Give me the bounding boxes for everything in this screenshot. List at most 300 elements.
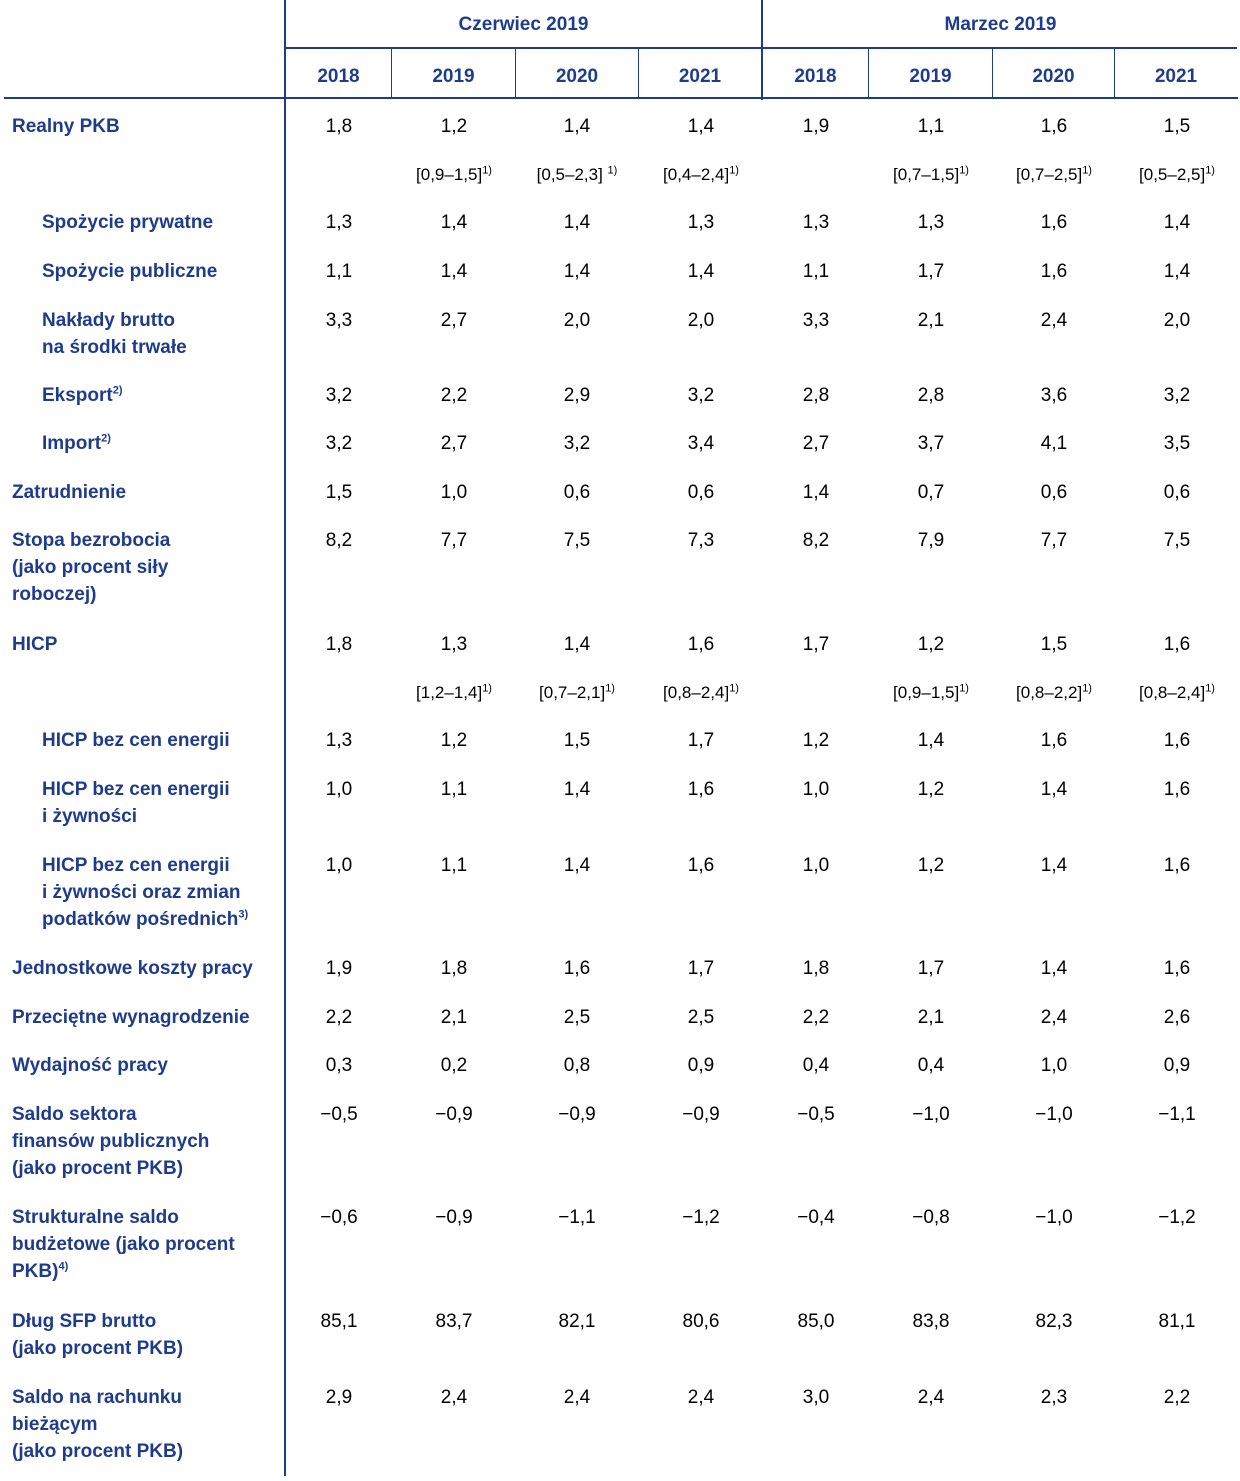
- cell-value: 1,4: [563, 855, 591, 876]
- value-cell: [756, 1308, 876, 1335]
- cell-value: −0,9: [682, 1104, 720, 1125]
- value-cell: [279, 1052, 399, 1079]
- cell-value: 1,3: [325, 212, 353, 233]
- cell-value: 2,1: [917, 1007, 945, 1028]
- value-cell: [994, 852, 1114, 879]
- row-label-text: Nakłady brutto na środki trwałe: [42, 310, 187, 358]
- row-label: [12, 1052, 168, 1079]
- cell-value: 1,1: [917, 116, 945, 137]
- footnote-marker: 1): [482, 682, 492, 695]
- value-cell: [641, 631, 761, 658]
- cell-value: 1,4: [1040, 855, 1068, 876]
- row-label: [42, 852, 248, 933]
- value-cell: [994, 631, 1114, 658]
- value-cell: [279, 430, 399, 457]
- cell-value: 1,4: [1163, 212, 1191, 233]
- cell-value: 2,6: [1163, 1007, 1191, 1028]
- cell-value: 1,0: [440, 482, 468, 503]
- cell-value: 82,3: [1035, 1311, 1073, 1332]
- row-label: [12, 527, 170, 608]
- cell-value: −1,0: [912, 1104, 950, 1125]
- row-label: [42, 430, 111, 457]
- value-cell: [1117, 1004, 1237, 1031]
- cell-value: 3,2: [563, 433, 591, 454]
- value-cell: [517, 955, 637, 982]
- cell-value: 7,9: [917, 530, 945, 551]
- value-cell: [394, 1308, 514, 1335]
- value-cell: [517, 1101, 637, 1128]
- value-cell: [279, 1204, 399, 1231]
- cell-value: 3,2: [1163, 385, 1191, 406]
- cell-value: 1,9: [802, 116, 830, 137]
- cell-value: 1,4: [563, 212, 591, 233]
- value-cell: [994, 430, 1114, 457]
- value-cell: [756, 1101, 876, 1128]
- cell-value: 3,0: [802, 1387, 830, 1408]
- value-cell: [994, 382, 1114, 409]
- value-cell: [994, 1101, 1114, 1128]
- year-header: 2018: [794, 66, 837, 87]
- cell-value: 1,6: [687, 779, 715, 800]
- row-label-text: Strukturalne saldo budżetowe (jako procent PKB): [12, 1207, 235, 1282]
- cell-value: 1,6: [687, 855, 715, 876]
- value-cell: [279, 527, 399, 554]
- footnote-marker: 1): [729, 164, 739, 177]
- cell-value: 1,2: [440, 730, 468, 751]
- value-cell: [394, 1101, 514, 1128]
- cell-value: 2,4: [563, 1387, 591, 1408]
- cell-value: 1,4: [1040, 779, 1068, 800]
- value-cell: [394, 727, 514, 754]
- cell-value: 1,6: [563, 958, 591, 979]
- value-cell: [756, 382, 876, 409]
- cell-value: 2,0: [1163, 310, 1191, 331]
- value-cell: [641, 776, 761, 803]
- value-cell: [1117, 1204, 1237, 1231]
- row-label-text: HICP: [12, 634, 58, 655]
- cell-value: 1,1: [440, 855, 468, 876]
- cell-value: 7,5: [1163, 530, 1191, 551]
- value-cell: [517, 382, 637, 409]
- value-cell: [641, 527, 761, 554]
- value-cell: [994, 479, 1114, 506]
- cell-value: 7,7: [440, 530, 468, 551]
- value-cell: [756, 1052, 876, 1079]
- value-cell: [994, 113, 1114, 140]
- value-cell: [641, 209, 761, 236]
- cell-value: 3,6: [1040, 385, 1068, 406]
- value-cell: [279, 1101, 399, 1128]
- value-cell: [517, 209, 637, 236]
- value-cell: [517, 776, 637, 803]
- row-label: [12, 1308, 183, 1362]
- cell-value: 80,6: [682, 1311, 720, 1332]
- range-cell: [871, 161, 991, 188]
- cell-value: 0,9: [687, 1055, 715, 1076]
- value-cell: [871, 479, 991, 506]
- value-cell: [994, 776, 1114, 803]
- value-cell: [641, 382, 761, 409]
- row-label-text: Spożycie prywatne: [42, 212, 214, 233]
- value-cell: [279, 209, 399, 236]
- value-cell: [994, 307, 1114, 334]
- value-cell: [1117, 527, 1237, 554]
- footnote-marker: 3): [238, 908, 249, 921]
- cell-value: 1,6: [1040, 212, 1068, 233]
- cell-value: [0,5–2,3]: [536, 165, 608, 184]
- cell-value: −0,9: [435, 1207, 473, 1228]
- year-header: 2020: [555, 66, 599, 87]
- cell-value: 0,9: [1163, 1055, 1191, 1076]
- cell-value: −1,2: [682, 1207, 720, 1228]
- range-cell: [994, 161, 1114, 188]
- cell-value: 1,0: [325, 779, 353, 800]
- footnote-marker: 1): [729, 682, 739, 695]
- value-cell: [517, 1004, 637, 1031]
- year-header: 2021: [1154, 66, 1198, 87]
- value-cell: [756, 430, 876, 457]
- cell-value: 83,7: [435, 1311, 473, 1332]
- value-cell: [1117, 852, 1237, 879]
- cell-value: 2,4: [917, 1387, 945, 1408]
- row-label: [42, 258, 217, 285]
- value-cell: [394, 258, 514, 285]
- cell-value: [0,7–2,5]: [1016, 165, 1083, 184]
- value-cell: [279, 1384, 399, 1411]
- value-cell: [394, 955, 514, 982]
- cell-value: 1,4: [440, 261, 468, 282]
- cell-value: 0,4: [917, 1055, 945, 1076]
- row-label: [12, 955, 253, 982]
- value-cell: [871, 113, 991, 140]
- group-header-june: Czerwiec 2019: [458, 14, 589, 35]
- year-header: 2018: [317, 66, 360, 87]
- row-label: [42, 776, 230, 830]
- cell-value: 1,0: [1040, 1055, 1068, 1076]
- cell-value: 1,1: [325, 261, 353, 282]
- range-cell: [394, 161, 514, 188]
- value-cell: [994, 258, 1114, 285]
- value-cell: [756, 479, 876, 506]
- row-label-text: Eksport: [42, 385, 113, 406]
- value-cell: [756, 258, 876, 285]
- value-cell: [641, 1384, 761, 1411]
- value-cell: [871, 1384, 991, 1411]
- cell-value: 0,6: [563, 482, 591, 503]
- cell-value: [1,2–1,4]: [416, 683, 483, 702]
- cell-value: 1,2: [440, 116, 468, 137]
- value-cell: [279, 776, 399, 803]
- value-cell: [394, 113, 514, 140]
- footnote-marker: 1): [482, 164, 492, 177]
- cell-value: 1,3: [802, 212, 830, 233]
- row-label-text: Zatrudnienie: [12, 482, 127, 503]
- row-label-text: HICP bez cen energii i żywności: [42, 779, 230, 827]
- value-cell: [1117, 382, 1237, 409]
- cell-value: −1,2: [1158, 1207, 1196, 1228]
- footnote-marker: 1): [1205, 682, 1215, 695]
- value-cell: [517, 430, 637, 457]
- range-cell: [1117, 161, 1237, 188]
- cell-value: 1,7: [917, 958, 945, 979]
- value-cell: [1117, 727, 1237, 754]
- cell-value: 3,3: [802, 310, 830, 331]
- cell-value: 1,3: [325, 730, 353, 751]
- cell-value: −0,6: [320, 1207, 358, 1228]
- cell-value: 1,4: [563, 779, 591, 800]
- divider-group-header: [285, 47, 1237, 49]
- value-cell: [517, 1052, 637, 1079]
- cell-value: 85,0: [797, 1311, 835, 1332]
- year-header: 2020: [1032, 66, 1075, 87]
- cell-value: 3,2: [687, 385, 715, 406]
- cell-value: 1,6: [1163, 855, 1191, 876]
- value-cell: [871, 382, 991, 409]
- row-label: [42, 307, 187, 361]
- value-cell: [1117, 307, 1237, 334]
- row-label: [12, 1204, 235, 1285]
- cell-value: [0,5–2,5]: [1139, 165, 1206, 184]
- cell-value: 7,5: [563, 530, 591, 551]
- cell-value: 2,8: [802, 385, 830, 406]
- value-cell: [279, 113, 399, 140]
- footnote-marker: 1): [605, 682, 615, 695]
- cell-value: 85,1: [320, 1311, 358, 1332]
- value-cell: [994, 1052, 1114, 1079]
- row-label: [12, 479, 126, 506]
- footnote-marker: 2): [101, 432, 111, 445]
- value-cell: [641, 1004, 761, 1031]
- cell-value: −1,1: [558, 1207, 596, 1228]
- value-cell: [871, 852, 991, 879]
- cell-value: 7,3: [687, 530, 715, 551]
- cell-value: 81,1: [1158, 1311, 1196, 1332]
- value-cell: [517, 113, 637, 140]
- cell-value: 2,5: [687, 1007, 715, 1028]
- cell-value: 1,6: [1163, 779, 1191, 800]
- cell-value: 2,1: [917, 310, 945, 331]
- cell-value: 1,7: [917, 261, 945, 282]
- value-cell: [394, 527, 514, 554]
- cell-value: 1,4: [440, 212, 468, 233]
- cell-value: 1,6: [1163, 958, 1191, 979]
- cell-value: [0,9–1,5]: [893, 683, 960, 702]
- cell-value: 1,4: [687, 116, 715, 137]
- cell-value: 3,5: [1163, 433, 1191, 454]
- cell-value: 1,6: [1040, 730, 1068, 751]
- value-cell: [871, 1004, 991, 1031]
- cell-value: 8,2: [325, 530, 353, 551]
- cell-value: 0,6: [1040, 482, 1068, 503]
- value-cell: [871, 258, 991, 285]
- value-cell: [756, 527, 876, 554]
- range-cell: [517, 679, 637, 706]
- cell-value: 1,2: [802, 730, 830, 751]
- value-cell: [517, 258, 637, 285]
- value-cell: [756, 776, 876, 803]
- value-cell: [756, 307, 876, 334]
- cell-value: 1,9: [325, 958, 353, 979]
- value-cell: [1117, 1101, 1237, 1128]
- value-cell: [756, 631, 876, 658]
- cell-value: −0,8: [912, 1207, 950, 1228]
- cell-value: 1,0: [325, 855, 353, 876]
- value-cell: [871, 1101, 991, 1128]
- value-cell: [279, 307, 399, 334]
- value-cell: [1117, 209, 1237, 236]
- value-cell: [871, 955, 991, 982]
- row-label-text: Saldo na rachunku bieżącym (jako procent PKB): [12, 1387, 184, 1462]
- value-cell: [756, 1384, 876, 1411]
- cell-value: 1,4: [563, 261, 591, 282]
- value-cell: [279, 631, 399, 658]
- cell-value: [0,7–1,5]: [893, 165, 960, 184]
- cell-value: 2,9: [563, 385, 591, 406]
- cell-value: 1,4: [687, 261, 715, 282]
- cell-value: −0,9: [435, 1104, 473, 1125]
- value-cell: [394, 307, 514, 334]
- row-label-text: Saldo sektora finansów publicznych (jako procent PKB): [12, 1104, 210, 1179]
- value-cell: [871, 307, 991, 334]
- cell-value: 1,4: [1163, 261, 1191, 282]
- value-cell: [1117, 1052, 1237, 1079]
- cell-value: −1,1: [1158, 1104, 1196, 1125]
- row-label: [12, 1101, 209, 1182]
- value-cell: [394, 776, 514, 803]
- footnote-marker: 1): [959, 164, 969, 177]
- cell-value: 1,6: [687, 634, 715, 655]
- value-cell: [756, 852, 876, 879]
- range-cell: [517, 161, 637, 188]
- cell-value: [0,4–2,4]: [663, 165, 730, 184]
- cell-value: −1,0: [1035, 1104, 1073, 1125]
- value-cell: [641, 430, 761, 457]
- row-label: [12, 1384, 183, 1465]
- cell-value: 2,2: [1163, 1387, 1191, 1408]
- cell-value: 3,4: [687, 433, 715, 454]
- value-cell: [994, 209, 1114, 236]
- cell-value: 83,8: [912, 1311, 950, 1332]
- value-cell: [641, 1308, 761, 1335]
- value-cell: [641, 1052, 761, 1079]
- cell-value: 1,2: [917, 855, 945, 876]
- footnote-marker: 1): [607, 164, 618, 177]
- cell-value: 2,2: [325, 1007, 353, 1028]
- value-cell: [641, 955, 761, 982]
- value-cell: [279, 852, 399, 879]
- cell-value: 2,9: [325, 1387, 353, 1408]
- value-cell: [1117, 631, 1237, 658]
- cell-value: 0,6: [687, 482, 715, 503]
- cell-value: 1,6: [1163, 634, 1191, 655]
- value-cell: [994, 955, 1114, 982]
- value-cell: [756, 1004, 876, 1031]
- row-label-text: Spożycie publiczne: [42, 261, 218, 282]
- cell-value: 1,3: [687, 212, 715, 233]
- value-cell: [871, 209, 991, 236]
- cell-value: 2,3: [1040, 1387, 1068, 1408]
- value-cell: [1117, 955, 1237, 982]
- value-cell: [279, 727, 399, 754]
- value-cell: [279, 1004, 399, 1031]
- divider-header: [4, 97, 1238, 99]
- row-label: [12, 113, 120, 140]
- cell-value: 1,4: [563, 634, 591, 655]
- cell-value: 1,2: [917, 634, 945, 655]
- value-cell: [1117, 1384, 1237, 1411]
- cell-value: 1,6: [1040, 261, 1068, 282]
- value-cell: [994, 1308, 1114, 1335]
- cell-value: 1,2: [917, 779, 945, 800]
- range-cell: [394, 679, 514, 706]
- cell-value: 2,7: [802, 433, 830, 454]
- value-cell: [279, 258, 399, 285]
- value-cell: [756, 1204, 876, 1231]
- value-cell: [517, 1308, 637, 1335]
- cell-value: 1,4: [563, 116, 591, 137]
- cell-value: 1,3: [917, 212, 945, 233]
- value-cell: [641, 307, 761, 334]
- cell-value: −0,5: [320, 1104, 358, 1125]
- value-cell: [517, 727, 637, 754]
- value-cell: [517, 479, 637, 506]
- cell-value: 1,5: [325, 482, 353, 503]
- cell-value: 0,2: [440, 1055, 468, 1076]
- value-cell: [871, 1308, 991, 1335]
- cell-value: 1,7: [687, 958, 715, 979]
- cell-value: 3,3: [325, 310, 353, 331]
- footnote-marker: 1): [1082, 682, 1092, 695]
- cell-value: 2,2: [440, 385, 468, 406]
- value-cell: [756, 209, 876, 236]
- cell-value: 4,1: [1040, 433, 1068, 454]
- cell-value: [0,8–2,4]: [1139, 683, 1206, 702]
- cell-value: [0,8–2,2]: [1016, 683, 1083, 702]
- cell-value: 3,2: [325, 433, 353, 454]
- value-cell: [871, 430, 991, 457]
- value-cell: [1117, 258, 1237, 285]
- cell-value: 1,1: [440, 779, 468, 800]
- row-label: [42, 382, 123, 409]
- cell-value: −0,4: [797, 1207, 835, 1228]
- cell-value: 7,7: [1040, 530, 1068, 551]
- cell-value: 1,8: [440, 958, 468, 979]
- cell-value: 1,8: [325, 116, 353, 137]
- footnote-marker: 1): [1205, 164, 1215, 177]
- cell-value: 1,3: [440, 634, 468, 655]
- value-cell: [394, 382, 514, 409]
- year-header: 2019: [909, 66, 952, 87]
- row-label: [42, 209, 213, 236]
- row-label-text: Stopa bezrobocia (jako procent siły roboczej): [12, 530, 171, 605]
- row-label-text: HICP bez cen energii i żywności oraz zmian podatków pośrednich: [42, 855, 241, 930]
- value-cell: [394, 479, 514, 506]
- value-cell: [641, 727, 761, 754]
- value-cell: [871, 1052, 991, 1079]
- value-cell: [394, 852, 514, 879]
- value-cell: [279, 1308, 399, 1335]
- row-label: [12, 1004, 250, 1031]
- row-label: [12, 631, 57, 658]
- cell-value: 0,4: [802, 1055, 830, 1076]
- footnote-marker: 1): [1082, 164, 1092, 177]
- cell-value: 0,7: [917, 482, 945, 503]
- value-cell: [517, 1204, 637, 1231]
- cell-value: 3,2: [325, 385, 353, 406]
- cell-value: 1,4: [802, 482, 830, 503]
- cell-value: 0,8: [563, 1055, 591, 1076]
- cell-value: [0,7–2,1]: [539, 683, 606, 702]
